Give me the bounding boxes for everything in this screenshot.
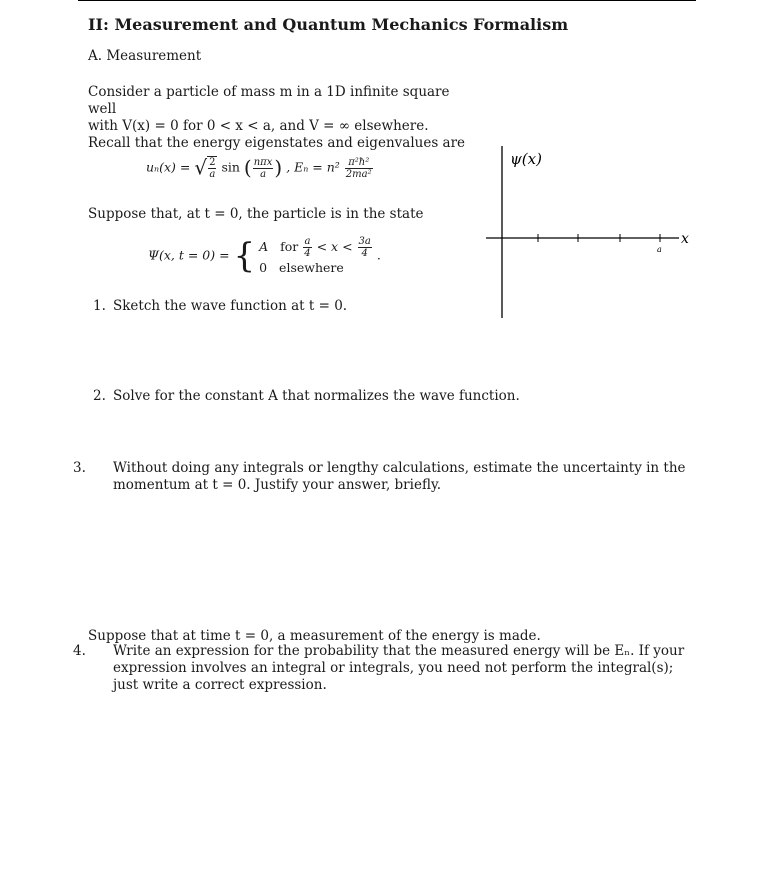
question-2-text: Solve for the constant A that normalizes the wave function. — [113, 388, 520, 404]
sqrt-den: a — [209, 169, 216, 180]
case1-value: A — [259, 239, 269, 254]
top-rule — [78, 0, 696, 1]
question-2 — [93, 388, 697, 405]
cases-block — [259, 236, 373, 276]
question-3-number: 3. — [73, 460, 86, 476]
E-lhs: , Eₙ = n² — [286, 159, 340, 175]
case1-hi-num: 3a — [358, 236, 371, 247]
wavefunction-axes[interactable] — [484, 144, 699, 320]
paren-open: ( — [243, 155, 252, 180]
question-3 — [73, 460, 695, 494]
question-4-text: Write an expression for the probability that the measured energy will be Eₙ. If your expression involves an integral or integrals, you need not perform the integral(s); just write a correct expression. — [113, 643, 685, 693]
subsection-heading: A. Measurement — [88, 48, 202, 64]
intro-paragraph — [88, 84, 468, 152]
u-lhs: uₙ(x) = — [146, 159, 191, 175]
state-equation — [148, 236, 381, 276]
question-1-text: Sketch the wave function at t = 0. — [113, 298, 348, 314]
intro-line-1: Consider a particle of mass m in a 1D infinite square well — [88, 84, 450, 117]
intro-line-2: with V(x) = 0 for 0 < x < a, and V = ∞ elsewhere. — [88, 118, 429, 134]
intro-line-3: Recall that the energy eigenstates and eigenvalues are — [88, 135, 466, 151]
arg-den: a — [260, 168, 267, 180]
sqrt-num: 2 — [209, 157, 216, 168]
case2-value: 0 — [259, 260, 268, 275]
state-period: . — [376, 247, 381, 263]
question-3-text: Without doing any integrals or lengthy calculations, estimate the uncertainty in the momentum at t = 0. Justify your answer, briefly. — [113, 460, 686, 493]
sqrt-body — [207, 156, 217, 180]
sqrt-symbol: √ — [194, 155, 208, 180]
paren-close: ) — [274, 155, 283, 180]
y-axis-label: ψ(x) — [510, 150, 542, 168]
x-axis-label: x — [681, 231, 689, 247]
section-heading: II: Measurement and Quantum Mechanics Formalism — [88, 15, 569, 34]
case1-for: for — [280, 239, 299, 254]
sin-label: sin — [221, 159, 240, 175]
question-4 — [73, 643, 695, 694]
left-brace: { — [233, 236, 256, 276]
case2-cond: elsewhere — [279, 260, 344, 275]
measurement-intro: Suppose that at time t = 0, a measurement of the energy is made. — [88, 628, 541, 644]
arg-num: nπx — [253, 156, 273, 168]
case1-lo-num: a — [304, 236, 311, 247]
E-den: 2ma² — [345, 168, 372, 180]
question-2-number: 2. — [93, 388, 106, 404]
case1-hi-den: 4 — [361, 248, 368, 259]
tick-label-a: a — [657, 245, 662, 254]
state-lhs: Ψ(x, t = 0) = — [148, 247, 230, 263]
state-intro: Suppose that, at t = 0, the particle is in the state — [88, 206, 424, 222]
case1-lo-den: 4 — [304, 248, 311, 259]
E-num: π²ħ² — [345, 157, 373, 169]
question-1-number: 1. — [93, 298, 106, 314]
eigen-equation — [146, 156, 374, 180]
question-4-number: 4. — [73, 643, 86, 659]
case1-mid: < x < — [316, 239, 353, 254]
